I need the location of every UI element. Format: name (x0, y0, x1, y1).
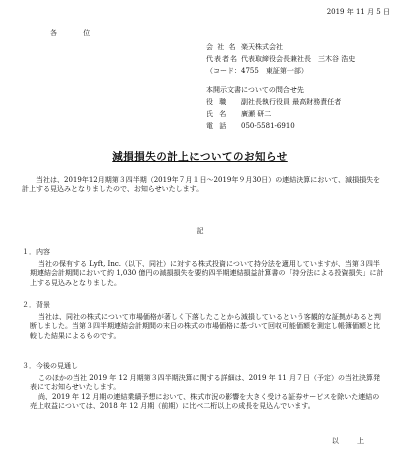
section-heading-content: １．内容 (22, 248, 50, 256)
contact-name-label: 氏 名 (206, 110, 229, 118)
document-title-text: 減損損失の計上についてのお知らせ (112, 151, 288, 163)
closing-mark: 以 上 (331, 437, 372, 445)
section-body-background: 当社は、同社の株式について市場価格が著しく下落したことから減損しているという客観的な証拠があると判断しました。当第３四半期連結会計期間の末日の株式の市場価格に基づいて回収可能価額を測定し帳簿価額と比較した結果によるものです。 (30, 313, 381, 340)
section-heading-background: ２．背景 (22, 301, 50, 309)
intro-paragraph: 当社は、2019年12月期第３四半期（2019年７月１日〜2019年９月30日）の連結決算において、減損損失を計上する見込みとなりましたので、お知らせいたします。 (22, 176, 381, 194)
company-name-label: 会 社 名 (206, 43, 237, 51)
section-heading-outlook: ３．今後の見通し (22, 362, 78, 370)
stock-code: （コード：4755 東証第一部） (206, 67, 308, 75)
representative-name: 代表取締役会長兼社長 三木谷 浩史 (241, 55, 356, 63)
contact-title-label: 役 職 (206, 98, 229, 106)
outlook-paragraph-1: このほかの当社 2019 年 12 月期第３四半期決算に関する詳細は、2019 年 11 月７日（予定）の当社決算発表にてお知らせいたします。 (30, 374, 381, 392)
company-name: 楽天株式会社 (241, 43, 283, 51)
representative-row (206, 55, 355, 67)
contact-block (206, 86, 341, 134)
outlook-paragraph-2: 尚、2019 年 12 月期の連結業績予想において、株式市況の影響を大きく受ける証券サービスを除いた連結の売上収益については、2018 年 12 月期（前期）に比べ二桁以上の成長を見込んでいます。 (30, 392, 380, 411)
contact-title: 副社長執行役員 最高財務責任者 (241, 98, 342, 106)
contact-phone-row (206, 122, 341, 134)
addressee: 各 位 (50, 29, 103, 37)
company-block (206, 43, 355, 79)
document-title (0, 150, 400, 164)
document-date: 2019 年 11 月 5 日 (326, 8, 390, 16)
contact-name-row (206, 110, 341, 122)
contact-heading: 本開示文書についての問合せ先 (206, 86, 304, 94)
company-name-row (206, 43, 355, 55)
stock-code-row (206, 67, 355, 79)
contact-name: 廣瀬 研二 (241, 110, 272, 118)
contact-title-row (206, 98, 341, 110)
contact-phone-label: 電 話 (206, 122, 229, 130)
section-body-outlook (30, 374, 384, 412)
representative-label: 代表者名 (206, 55, 238, 63)
contact-heading-row (206, 86, 341, 98)
section-body-content: 当社の保有する Lyft, Inc.（以下、同社）に対する株式投資について持分法を適用していますが、当第３四半期連結会計期間において約 1,030 億円の減損損失を要約四半期連結損益計算書の「持分法による投資損失」に計上する見込みとなりました。 (30, 260, 384, 287)
contact-phone: 050-5581-6910 (241, 122, 295, 130)
ki-marker: 記 (196, 227, 204, 235)
